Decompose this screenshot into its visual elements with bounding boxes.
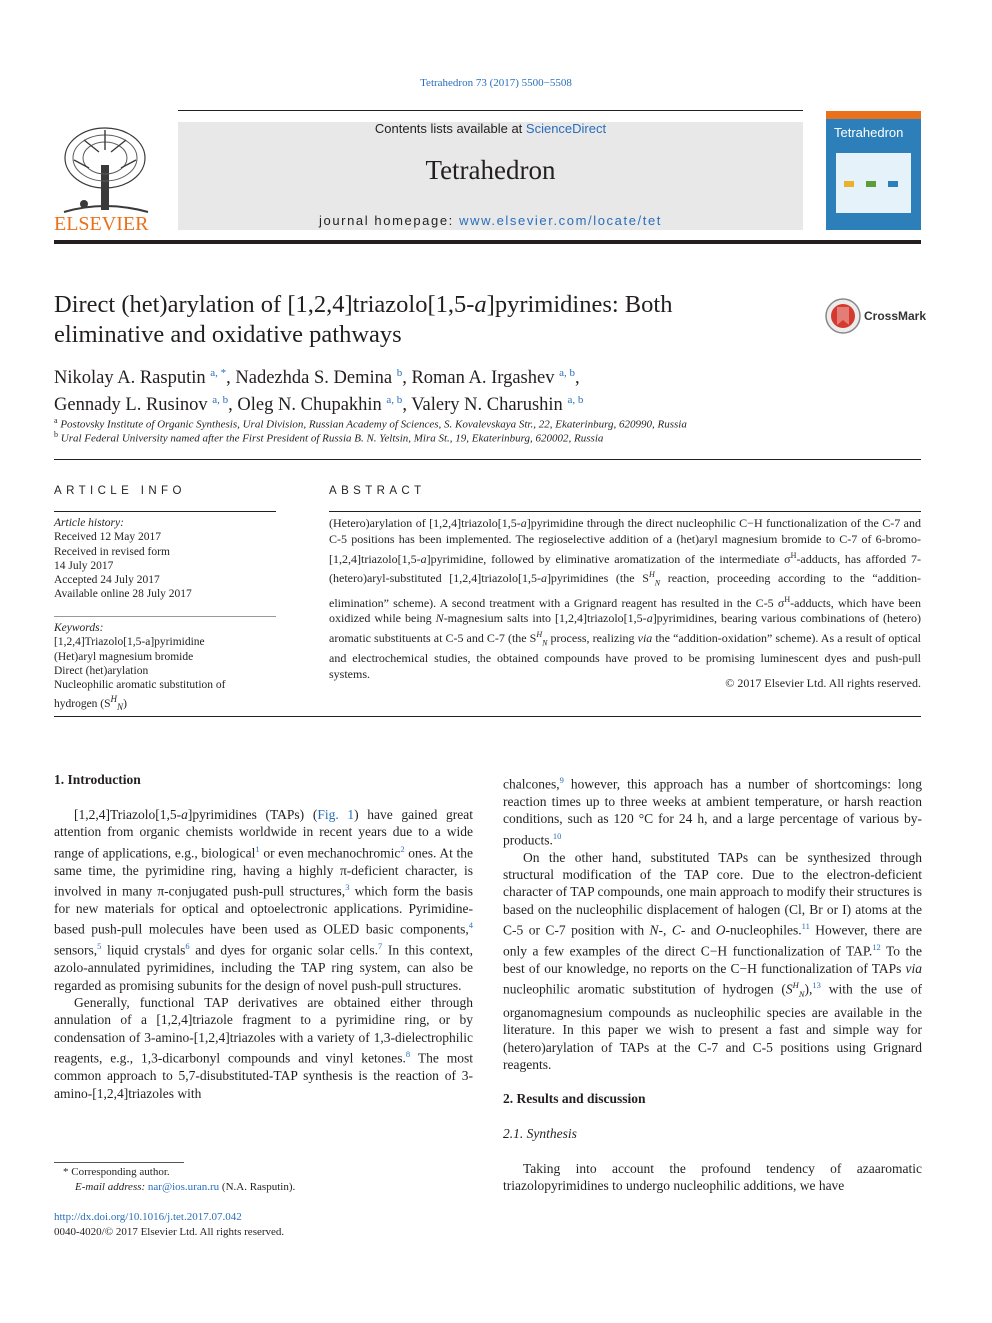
email-note: [75, 1180, 295, 1195]
journal-citation[interactable]: Tetrahedron 73 (2017) 5500−5508: [420, 77, 572, 89]
journal-title: Tetrahedron: [425, 155, 556, 185]
author-affiliation[interactable]: a, b: [567, 394, 584, 407]
ref-link[interactable]: 8: [405, 1049, 411, 1060]
homepage-prefix: journal homepage:: [319, 213, 460, 228]
title-part: ]pyrimidines: Both: [486, 291, 673, 318]
history-item: Available online 28 July 2017: [54, 588, 192, 601]
ref-link[interactable]: 6: [185, 941, 190, 952]
author-affiliation[interactable]: a, b: [212, 394, 229, 407]
history-item: 14 July 2017: [54, 559, 114, 572]
author-name[interactable]: Gennady L. Rusinov: [54, 395, 208, 416]
paragraph: Generally, functional TAP derivatives are obtained either through annulation of a [1,2,4]triazole fragment to a pyrimidine ring, or by condensation of 3-amino-[1,2,4]triazoles with a variety of 1,3-dielectrophilic reagents, e.g., 1,3-dicarbonyl compounds and vinyl ketones.$^8$ The most common approach to 5,7-disubstituted-TAP synthesis is the reaction of 3-amino-[1,2,4]triazoles with: [54, 995, 473, 1101]
abstract-text: (Hetero)arylation of [1,2,4]triazolo[1,5-a]pyrimidine through the direct nucleophilic C−H functionalization of the C-7 and C-5 positions has been implemented. The regioselective addition of a (het)aryl magnesium bromide to C-7 of 6-bromo-[1,2,4]triazolo[1,5-a]pyrimidine, followed by eliminative aromatization of the intermediate $\sigma^H$-adducts, has afforded 7-(hetero)aryl-substituted [1,2,4]triazolo[1,5-a]pyrimidines (the $S^H_N$ reaction, proceeding according to the “addition-elimination” scheme). A second treatment with a Grignard reagent has resulted in the C-5 $\sigma^H$-adducts, which have been oxidized while being N-magnesium salts into [1,2,4]triazolo[1,5-a]pyrimidines, bearing various combinations of (hetero) aromatic substituents at C-5 and C-7 (the $S^H_N$ process, realizing via the “addition-oxidation” scheme). As a result of optical and electrochemical studies, the obtained compounds have proved to be promising luminescent dyes and push-pull systems.: [329, 516, 922, 682]
email-label: E-mail address:: [75, 1181, 148, 1193]
author-list: Nikolay A. Rasputin $^{a, *}$, Nadezhda S. Demina $^b$, Roman A. Irgashev $^{a, b}$, Gennady L. Rusinov $^{a, b}$, Oleg N. Chupakhin $^{a, b}$, Valery N. Charushin $^{a, b}$: [54, 367, 584, 416]
author-name[interactable]: Nadezhda S. Demina: [235, 368, 393, 389]
title-part: Direct (het)arylation of [1,2,4]triazolo[1,5-: [54, 291, 475, 318]
section-rule: [54, 716, 921, 717]
corresponding-note: * Corresponding author.: [63, 1166, 170, 1178]
journal-cover-image: [826, 111, 921, 230]
author-name[interactable]: Valery N. Charushin: [411, 395, 563, 416]
ref-link[interactable]: 11: [801, 921, 810, 932]
email-owner: (N.A. Rasputin).: [219, 1181, 296, 1193]
affiliation-b: [54, 430, 603, 445]
affiliation-a: [54, 416, 687, 431]
author-name[interactable]: Oleg N. Chupakhin: [237, 395, 382, 416]
title-italic: a: [474, 291, 487, 318]
contents-line: [178, 121, 803, 136]
keyword[interactable]: Direct (het)arylation: [54, 664, 149, 677]
author-affiliation[interactable]: a, b: [386, 394, 403, 407]
crossmark-badge[interactable]: [824, 297, 927, 335]
paragraph: chalcones,$^9$ however, this approach has a number of shortcomings: long reaction times up to three weeks at ambient temperature, or harsh reaction conditions, such as 120 °C for 24 h, and a large percentage of various by-products.$^{10}$: [503, 775, 922, 848]
homepage-link[interactable]: www.elsevier.com/locate/tet: [459, 213, 662, 228]
paragraph: On the other hand, substituted TAPs can be synthesized through structural modification of the TAP core. Due to the electron-deficient character of TAP compounds, one main approach to modify their structures is based on the nucleophilic displacement of halogen (Cl, Br or I) atoms at the C-5 or C-7 position with N-, C- and O-nucleophiles.$^{11}$ However, there are only a few examples of the direct C−H functionalization of TAP.$^{12}$ To the best of our knowledge, no reports on the C−H functionalization of TAPs via nucleophilic aromatic substitution of hydrogen $(S^H_N),^{13}$ with the use of organomagnesium compounds as nucleophilic species are available in the literature. In this paper we wish to present a fast and simple way for (hetero)arylation of TAPs at the C-7 and C-5 positions using Grignard reagents.: [503, 849, 922, 1073]
abstract-rule: [329, 511, 921, 512]
ref-link[interactable]: 7: [377, 941, 383, 952]
article-info-heading: ARTICLE INFO: [54, 485, 186, 497]
email-link[interactable]: nar@ios.uran.ru: [147, 1181, 220, 1193]
ref-link[interactable]: 1: [255, 843, 260, 854]
affiliation-mark: a: [54, 416, 58, 425]
ref-link[interactable]: 4: [468, 920, 473, 931]
header-rule-thick: [54, 240, 921, 244]
keywords-label: Keywords:: [54, 622, 104, 634]
keyword[interactable]: (Het)aryl magnesium bromide: [54, 650, 194, 663]
abstract-copyright: © 2017 Elsevier Ltd. All rights reserved.: [725, 676, 921, 690]
crossmark-icon: [824, 297, 862, 335]
synthesis-subheading: 2.1. Synthesis: [503, 1126, 577, 1141]
crossmark-label: CrossMark: [864, 309, 927, 323]
ref-link[interactable]: 3: [345, 882, 350, 893]
history-label: Article history:: [54, 517, 124, 529]
affiliation-mark: b: [54, 430, 58, 439]
ref-link[interactable]: 5: [97, 941, 102, 952]
issn-line: 0040-4020/© 2017 Elsevier Ltd. All rights reserved.: [54, 1226, 285, 1238]
intro-heading: 1. Introduction: [54, 772, 141, 787]
ref-link[interactable]: 12: [872, 942, 881, 953]
author-affiliation[interactable]: a, *: [210, 367, 227, 379]
article-history: [54, 516, 276, 602]
cover-top-band: [826, 111, 921, 119]
info-rule: [54, 511, 276, 512]
ref-link[interactable]: 10: [552, 830, 562, 841]
footnote-rule: [54, 1162, 184, 1163]
author-affiliation[interactable]: b: [396, 367, 403, 379]
keyword[interactable]: hydrogen (S: [54, 698, 111, 711]
journal-homepage: [178, 213, 803, 228]
history-item: Accepted 24 July 2017: [54, 574, 160, 587]
author-name[interactable]: Nikolay A. Rasputin: [54, 368, 206, 389]
history-item: Received 12 May 2017: [54, 531, 161, 544]
info-rule: [54, 616, 276, 617]
section-rule: [54, 459, 921, 460]
cover-graphic: [836, 153, 911, 213]
abstract-heading: ABSTRACT: [329, 485, 426, 497]
affiliation-text: Postovsky Institute of Organic Synthesis, Ural Division, Russian Academy of Sciences, S. Kovalevskaya Str., 22, Ekaterinburg, 620990, Russia: [60, 418, 687, 431]
affiliation-text: Ural Federal University named after the First President of Russia B. N. Yeltsin, Mira St., 19, Ekaterinburg, 620002, Russia: [60, 432, 604, 445]
doi-link[interactable]: http://dx.doi.org/10.1016/j.tet.2017.07.042: [54, 1211, 242, 1223]
keywords: Keywords: [1,2,4]Triazolo[1,5-a]pyrimidine (Het)aryl magnesium bromide Direct (het)arylation Nucleophilic aromatic substitution of hydrogen $(S^H_N)$: [54, 622, 226, 713]
history-item: Received in revised form: [54, 545, 170, 558]
cover-title: Tetrahedron: [834, 125, 904, 140]
elsevier-logo: [54, 120, 158, 232]
tree-icon: [64, 128, 148, 212]
header-rule: [178, 110, 803, 111]
author-name[interactable]: Roman A. Irgashev: [411, 368, 555, 389]
title-part: eliminative and oxidative pathways: [54, 321, 402, 348]
author-affiliation[interactable]: a, b: [559, 367, 575, 379]
keyword-sub: N: [117, 702, 124, 713]
figure-link[interactable]: Fig. 1: [317, 807, 355, 822]
contents-prefix: Contents lists available at: [374, 121, 526, 136]
paragraph: [1,2,4]Triazolo[1,5-a]pyrimidines (TAPs) (Fig. 1) have gained great attention from organic chemists worldwide in recent years due to a wide range of applications, e.g., biological$^1$ or even mechanochromic$^2$ ones. At the same time, the pyrimidine ring, having a highly π-deficient character, is involved in many π-conjugated push-pull structures,$^3$ which form the basis for new materials for optical and optoelectronic applications. Pyrimidine-based push-pull molecules have been used as OLED basic components,$^4$ sensors,$^5$ liquid crystals$^6$ and dyes for organic solar cells.$^7$ In this context, azolo-annulated pyrimidines, including the TAP ring system, can also be regarded as promising subunits for the design of novel push-pull structures.: [54, 807, 474, 993]
keyword[interactable]: Nucleophilic aromatic substitution of: [54, 679, 226, 692]
intro-body: [54, 806, 473, 1102]
paragraph: Taking into account the profound tendency of azaaromatic triazolopyrimidines to undergo nucleophilic additions, we have: [503, 1161, 922, 1194]
keyword-sup: H: [110, 694, 118, 705]
sciencedirect-link[interactable]: ScienceDirect: [525, 121, 607, 136]
ref-link[interactable]: 13: [812, 980, 821, 991]
keyword[interactable]: [1,2,4]Triazolo[1,5-a]pyrimidine: [54, 636, 205, 649]
paper-title: [54, 290, 754, 350]
elsevier-wordmark: ELSEVIER: [54, 213, 149, 232]
ref-link[interactable]: 2: [400, 843, 405, 854]
right-column-body: [503, 772, 922, 1074]
ref-link[interactable]: 9: [559, 775, 564, 785]
synthesis-body: [503, 1160, 922, 1195]
results-heading: 2. Results and discussion: [503, 1091, 646, 1106]
